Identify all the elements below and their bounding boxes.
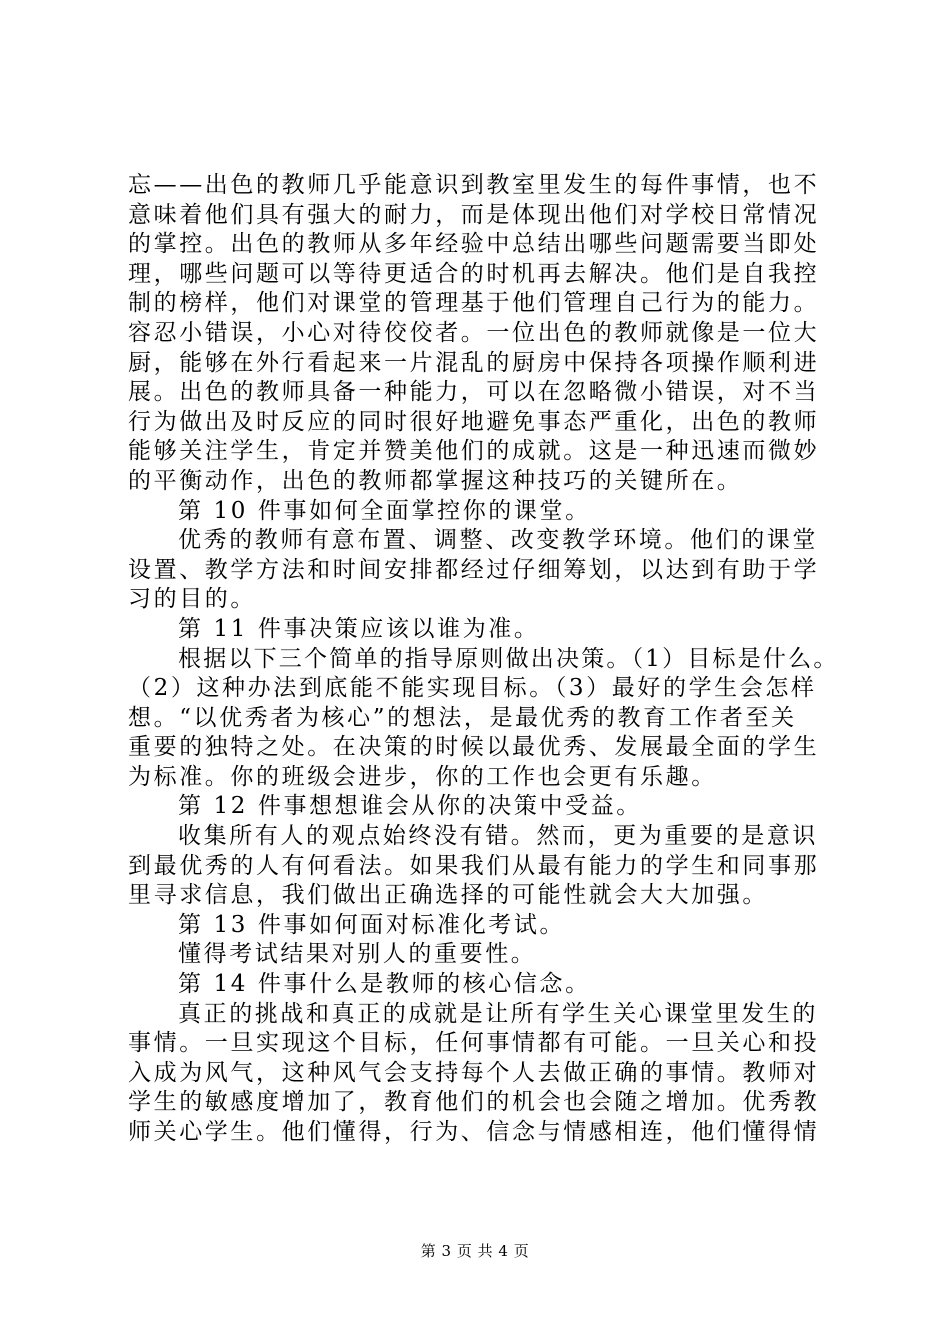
page-footer: 第 3 页 共 4 页 <box>420 1242 530 1260</box>
text-line: 根据以下三个简单的指导原则做出决策。（1）目标是什么。 <box>178 645 839 672</box>
text-line: 师关心学生。他们懂得，行为、信念与情感相连，他们懂得情 <box>128 1119 820 1145</box>
text-line: 理，哪些问题可以等待更适合的时机再去解决。他们是自我控 <box>128 260 820 287</box>
text-line: 入成为风气，这种风气会支持每个人去做正确的事情。教师对 <box>128 1059 820 1086</box>
text-line: 意味着他们具有强大的耐力，而是体现出他们对学校日常情况 <box>128 201 820 228</box>
text-line: 能够关注学生，肯定并赞美他们的成就。这是一种迅速而微妙 <box>128 438 820 465</box>
text-line: 习的目的。 <box>128 586 256 613</box>
text-line: 行为做出及时反应的同时很好地避免事态严重化，出色的教师 <box>128 408 820 435</box>
text-line: 第 11 件事决策应该以谁为准。 <box>178 615 540 642</box>
text-line: 里寻求信息，我们做出正确选择的可能性就会大大加强。 <box>128 882 768 909</box>
text-line: 第 14 件事什么是教师的核心信念。 <box>178 971 591 998</box>
text-line: 第 10 件事如何全面掌控你的课堂。 <box>178 497 591 524</box>
text-line: 事情。一旦实现这个目标，任何事情都有可能。一旦关心和投 <box>128 1030 820 1057</box>
text-line: 真正的挑战和真正的成就是让所有学生关心课堂里发生的 <box>178 1000 818 1027</box>
text-line: 制的榜样，他们对课堂的管理基于他们管理自己行为的能力。 <box>128 290 820 317</box>
text-line: 想。“以优秀者为核心”的想法，是最优秀的教育工作者至关 <box>128 704 797 731</box>
text-line: 为标准。你的班级会进步，你的工作也会更有乐趣。 <box>128 763 717 790</box>
text-line: 重要的独特之处。在决策的时候以最优秀、发展最全面的学生 <box>128 734 820 761</box>
text-line: 懂得考试结果对别人的重要性。 <box>178 941 537 968</box>
text-line: 厨，能够在外行看起来一片混乱的厨房中保持各项操作顺利进 <box>128 349 820 376</box>
text-line: 的平衡动作，出色的教师都掌握这种技巧的关键所在。 <box>128 467 743 494</box>
document-body <box>128 171 840 1148</box>
text-line: 到最优秀的人有何看法。如果我们从最有能力的学生和同事那 <box>128 852 820 879</box>
text-line: 设置、教学方法和时间安排都经过仔细筹划，以达到有助于学 <box>128 556 820 583</box>
text-line: 忘——出色的教师几乎能意识到教室里发生的每件事情，也不 <box>128 172 820 198</box>
text-line: 第 13 件事如何面对标准化考试。 <box>178 911 566 938</box>
text-line: （2）这种办法到底能不能实现目标。（3）最好的学生会怎样 <box>128 675 817 702</box>
text-line: 第 12 件事想想谁会从你的决策中受益。 <box>178 793 642 820</box>
text-line: 学生的敏感度增加了，教育他们的机会也会随之增加。优秀教 <box>128 1089 820 1116</box>
text-line: 展。出色的教师具备一种能力，可以在忽略微小错误，对不当 <box>128 379 820 406</box>
text-line: 容忍小错误，小心对待佼佼者。一位出色的教师就像是一位大 <box>128 319 820 346</box>
text-line: 收集所有人的观点始终没有错。然而，更为重要的是意识 <box>178 823 818 850</box>
body-text <box>128 171 840 1148</box>
text-line: 优秀的教师有意布置、调整、改变教学环境。他们的课堂 <box>178 527 818 554</box>
text-line: 的掌控。出色的教师从多年经验中总结出哪些问题需要当即处 <box>128 231 820 258</box>
